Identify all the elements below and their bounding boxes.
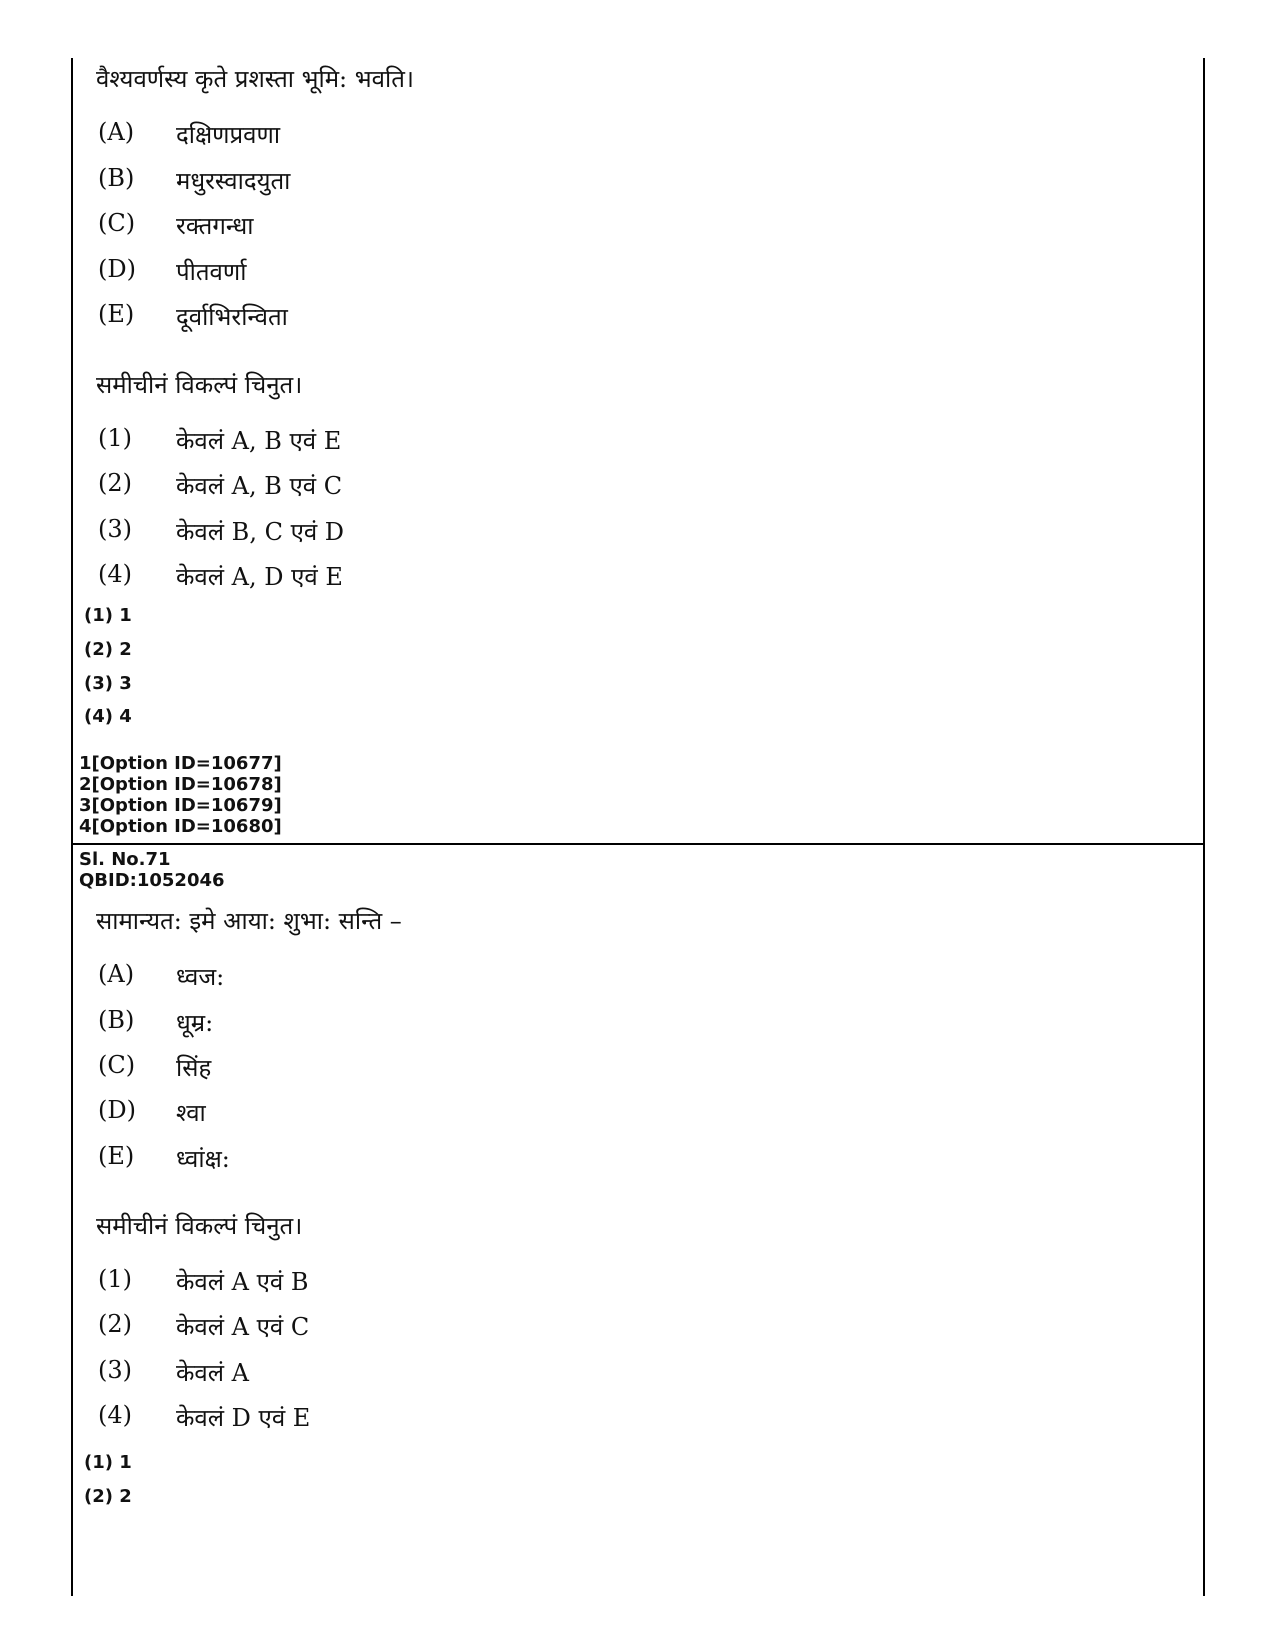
statement-text: धूम्र: — [176, 1009, 214, 1037]
statement-label: (E) — [98, 1142, 135, 1170]
option-id: 3[Option ID=10679] — [79, 795, 282, 816]
statement-text: ध्वांक्ष: — [176, 1145, 230, 1173]
question-stem: वैश्यवर्णस्य कृते प्रशस्ता भूमि: भवति। — [96, 65, 414, 93]
answer-option: (3) 3 — [84, 673, 132, 694]
choice-text: केवलं A, B एवं E — [176, 427, 342, 455]
statement-label: (B) — [98, 1006, 135, 1034]
choice-text: केवलं A एवं C — [176, 1313, 310, 1341]
choice-text: केवलं A — [176, 1359, 250, 1387]
choice-text: केवलं A, B एवं C — [176, 472, 343, 500]
answer-option: (4) 4 — [84, 706, 132, 727]
statement-label: (A) — [98, 118, 135, 146]
instruction: समीचीनं विकल्पं चिनुत। — [96, 371, 303, 399]
question-stem: सामान्यत: इमे आया: शुभा: सन्ति – — [96, 907, 402, 935]
option-id: 4[Option ID=10680] — [79, 816, 282, 837]
choice-text: केवलं D एवं E — [176, 1404, 311, 1432]
answer-option: (2) 2 — [84, 639, 132, 660]
option-id: 2[Option ID=10678] — [79, 774, 282, 795]
choice-label: (4) — [98, 1401, 132, 1429]
statement-text: मधुरस्वादयुता — [176, 167, 291, 195]
statement-label: (E) — [98, 300, 135, 328]
statement-label: (D) — [98, 255, 136, 283]
answer-option: (2) 2 — [84, 1486, 132, 1507]
question-bank-id: QBID:1052046 — [79, 870, 225, 891]
statement-text: रक्तगन्धा — [176, 212, 254, 240]
choice-label: (2) — [98, 1310, 132, 1338]
answer-option: (1) 1 — [84, 1452, 132, 1473]
serial-number: Sl. No.71 — [79, 849, 171, 870]
choice-label: (4) — [98, 560, 132, 588]
statement-text: दक्षिणप्रवणा — [176, 121, 281, 149]
choice-label: (1) — [98, 1265, 132, 1293]
choice-text: केवलं A, D एवं E — [176, 563, 343, 591]
statement-label: (D) — [98, 1096, 136, 1124]
statement-text: दूर्वाभिरन्विता — [176, 303, 288, 331]
statement-label: (C) — [98, 209, 136, 237]
statement-label: (A) — [98, 960, 135, 988]
choice-label: (3) — [98, 1356, 132, 1384]
answer-option: (1) 1 — [84, 605, 132, 626]
choice-text: केवलं B, C एवं D — [176, 518, 345, 546]
instruction: समीचीनं विकल्पं चिनुत। — [96, 1212, 303, 1240]
choice-label: (1) — [98, 424, 132, 452]
statement-text: श्वा — [176, 1099, 206, 1127]
question-divider — [71, 843, 1205, 845]
statement-text: ध्वज: — [176, 963, 225, 991]
statement-label: (C) — [98, 1051, 136, 1079]
choice-label: (3) — [98, 515, 132, 543]
option-id: 1[Option ID=10677] — [79, 753, 282, 774]
choice-text: केवलं A एवं B — [176, 1268, 309, 1296]
choice-label: (2) — [98, 469, 132, 497]
statement-text: सिंह — [176, 1054, 212, 1082]
statement-label: (B) — [98, 164, 135, 192]
statement-text: पीतवर्णा — [176, 258, 247, 286]
